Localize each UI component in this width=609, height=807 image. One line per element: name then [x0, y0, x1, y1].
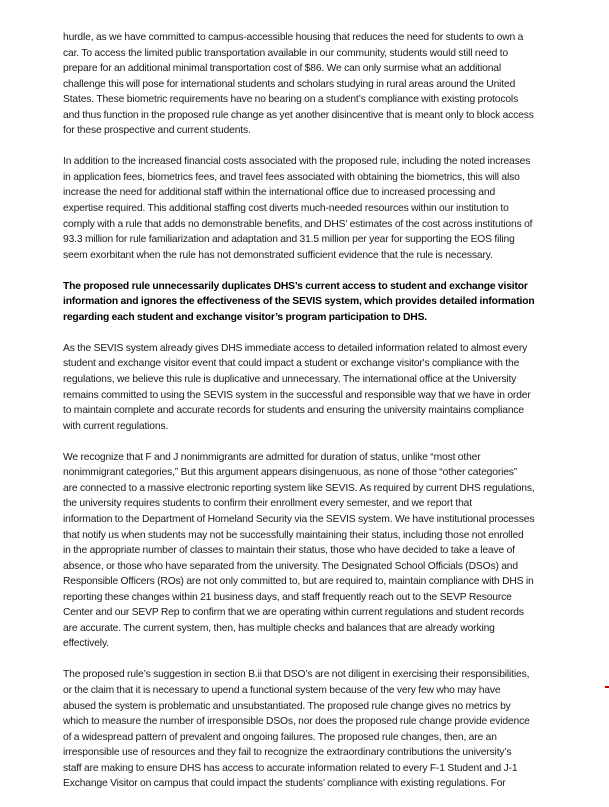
- text-line: which to measure the number of irresponsible DSOs, nor does the proposed rule change provide evidence: [63, 716, 530, 728]
- text-line: to maintain complete and accurate records for students and ensuring the university maintains compliance: [63, 405, 525, 417]
- text-line: that notify us when students may not be successfully maintaining their status, including those not enrolled: [63, 529, 524, 541]
- text-line: In addition to the increased financial costs associated with the proposed rule, including the noted increases: [63, 156, 531, 168]
- text-line: States. These biometric requirements have no bearing on a student’s compliance with existing protocols: [63, 94, 519, 106]
- text-line: irresponsible use of resources and they fail to recognize the extraordinary contributions the university’s: [63, 747, 512, 759]
- text-line: the university requires students to confirm their enrollment every semester, and we report that: [63, 498, 472, 510]
- text-line: As the SEVIS system already gives DHS immediate access to detailed information related to almost every: [63, 342, 528, 354]
- text-line: for these prospective and current students.: [63, 125, 251, 137]
- text-line: The proposed rule’s suggestion in section B.ii that DSO’s are not diligent in exercising their responsibilities,: [63, 669, 530, 681]
- text-line: with current regulations.: [63, 420, 169, 432]
- text-line: and thus function in the proposed rule change as yet another disincentive that is meant only to block access: [63, 109, 534, 121]
- text-line: car. To access the limited public transportation available in our community, students would still need to: [63, 47, 509, 59]
- text-line: are accurate. The current system, then, has multiple checks and balances that are already working: [63, 622, 495, 634]
- paragraph-staffing-costs: [63, 154, 553, 263]
- text-line: We recognize that F and J nonimmigrants are admitted for duration of status, unlike “most other: [63, 451, 481, 463]
- section-heading-sevis-duplication: [63, 279, 553, 326]
- paragraph-transportation-costs: [63, 30, 553, 139]
- text-line: 93.3 million for rule familiarization and adaptation and 31.5 million per year for supporting the EOS filing: [63, 234, 515, 246]
- text-line: in application fees, biometrics fees, and travel fees associated with obtaining the biometrics, this will also: [63, 171, 520, 183]
- text-line: expertise required. This additional staffing cost diverts much-needed resources within our institution to: [63, 203, 509, 215]
- heading-line: The proposed rule unnecessarily duplicates DHS’s current access to student and exchange visitor: [63, 280, 528, 292]
- text-line: Responsible Officers (ROs) are not only committed to, but are required to, maintain compliance with DHS in: [63, 576, 534, 588]
- text-line: challenge this will pose for international students and scholars studying in rural areas around the United: [63, 78, 516, 90]
- heading-line: information and ignores the effectiveness of the SEVIS system, which provides detailed information: [63, 296, 535, 308]
- text-line: nonimmigrant categories,” But this argument appears disingenuous, as none of those “other categories”: [63, 467, 518, 479]
- text-line: seem exorbitant when the rule has not demonstrated sufficient evidence that the rule is necessary.: [63, 249, 493, 261]
- text-line: student and exchange visitor event that could impact a student or exchange visitor's compliance with the: [63, 358, 520, 370]
- text-line: of a widespread pattern of prevalent and ongoing failures. The proposed rule changes, then, are an: [63, 731, 497, 743]
- text-line: in the appropriate number of classes to maintain their status, those who have decided to take a leave of: [63, 545, 515, 557]
- text-line: remains committed to using the SEVIS system in the successful and responsible way that we have in order: [63, 389, 531, 401]
- text-line: prepare for an additional minimal transportation cost of $86. We can only surmise what an additional: [63, 63, 501, 75]
- text-line: staff are making to ensure DHS has access to accurate information related to every F-1 Student and J-1: [63, 762, 518, 774]
- text-line: or the claim that it is necessary to upend a functional system because of the very few who may have: [63, 684, 501, 696]
- text-line: information to the Department of Homeland Security via the SEVIS system. We have institutional processes: [63, 513, 535, 525]
- text-line: effectively.: [63, 638, 109, 650]
- heading-line: regarding each student and exchange visitor’s program participation to DHS.: [63, 311, 428, 323]
- paragraph-sevis-access: [63, 341, 553, 434]
- text-line: reporting these changes within 21 business days, and staff frequently reach out to the SEVP Resource: [63, 591, 512, 603]
- paragraph-dso-diligence: [63, 667, 553, 791]
- text-line: are connected to a massive electronic reporting system like SEVIS. As required by current DHS regulations,: [63, 482, 535, 494]
- text-line: Exchange Visitor on campus that could impact the students’ compliance with existing regulations. For: [63, 778, 506, 790]
- document-page: [63, 30, 553, 807]
- text-line: absence, or those who have separated from the university. The Designated School Officials (DSOs) and: [63, 560, 518, 572]
- paragraph-duration-of-status: [63, 450, 553, 652]
- text-line: hurdle, as we have committed to campus-accessible housing that reduces the need for students to own a: [63, 32, 524, 43]
- text-line: abused the system is problematic and unsubstantiated. The proposed rule change gives no metrics by: [63, 700, 511, 712]
- text-line: regulations, we believe this rule is duplicative and unnecessary. The international office at the University: [63, 374, 517, 386]
- text-line: comply with a rule that adds no demonstrable benefits, and DHS’ estimates of the cost across institutions of: [63, 218, 533, 230]
- text-line: Center and our SEVP Rep to confirm that we are operating within current regulations and student records: [63, 607, 524, 619]
- text-line: increase the need for additional staff within the international office due to increased processing and: [63, 187, 496, 199]
